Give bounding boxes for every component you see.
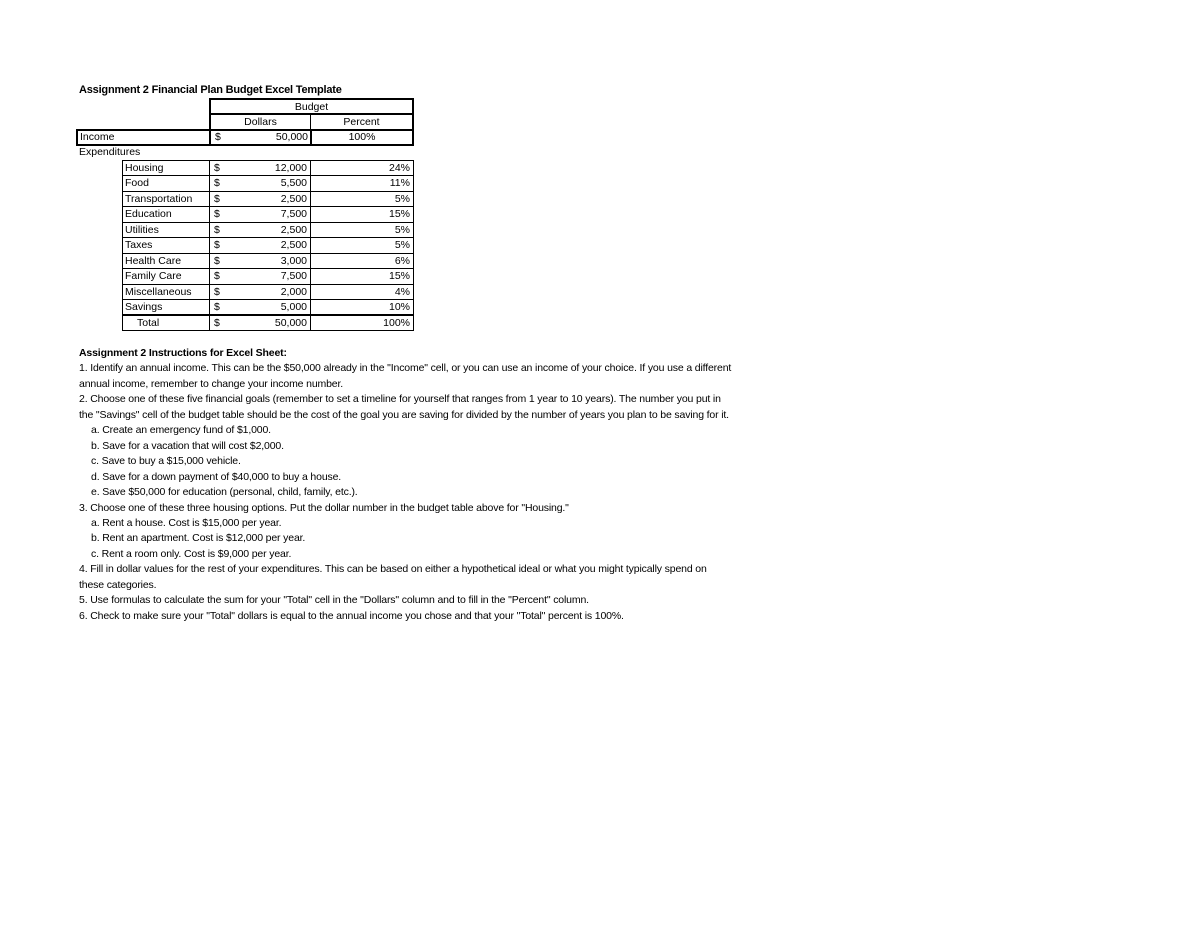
- expense-dollars: 2,500: [249, 237, 311, 253]
- expense-percent: 100%: [310, 315, 414, 331]
- instruction-line: 3. Choose one of these three housing options. Put the dollar number in the budget table above for "Housing.": [79, 501, 569, 514]
- expense-currency: $: [209, 268, 249, 284]
- instruction-line: a. Create an emergency fund of $1,000.: [91, 424, 271, 437]
- expenditures-label: Expenditures: [79, 146, 141, 158]
- expense-currency: $: [209, 253, 249, 269]
- expense-dollars: 7,500: [249, 206, 311, 222]
- expense-label: Food: [122, 175, 210, 191]
- instructions-lines: [79, 361, 779, 624]
- expense-percent: 4%: [310, 284, 414, 300]
- instruction-line: annual income, remember to change your income number.: [79, 377, 344, 390]
- expense-percent: 15%: [310, 268, 414, 284]
- expense-label: Family Care: [122, 268, 210, 284]
- instruction-line: d. Save for a down payment of $40,000 to buy a house.: [91, 470, 342, 483]
- instruction-line: b. Save for a vacation that will cost $2,000.: [91, 439, 284, 452]
- instructions-heading: Assignment 2 Instructions for Excel Sheet:: [79, 347, 287, 359]
- expense-percent: 10%: [310, 299, 414, 315]
- instruction-line: 1. Identify an annual income. This can be the $50,000 already in the "Income" cell, or you can use an income of your choice. If you use a different: [79, 362, 732, 375]
- expense-currency: $: [209, 206, 249, 222]
- instruction-line: c. Rent a room only. Cost is $9,000 per year.: [91, 547, 292, 560]
- expense-dollars: 2,500: [249, 222, 311, 238]
- expense-label: Housing: [122, 160, 210, 176]
- instruction-line: 2. Choose one of these five financial goals (remember to set a timeline for yourself that ranges from 1 year to 10 years). The number you put in: [79, 393, 721, 406]
- expense-label: Transportation: [122, 191, 210, 207]
- income-percent: 100%: [310, 129, 414, 146]
- instruction-line: b. Rent an apartment. Cost is $12,000 per year.: [91, 532, 306, 545]
- expense-currency: $: [209, 284, 249, 300]
- income-currency: $: [209, 129, 249, 146]
- expense-percent: 11%: [310, 175, 414, 191]
- expense-percent: 15%: [310, 206, 414, 222]
- expense-dollars: 7,500: [249, 268, 311, 284]
- expense-dollars: 3,000: [249, 253, 311, 269]
- percent-header: Percent: [310, 114, 414, 130]
- income-label: Income: [76, 129, 210, 146]
- expense-currency: $: [209, 315, 249, 331]
- instruction-line: e. Save $50,000 for education (personal, child, family, etc.).: [91, 486, 358, 499]
- expense-label: Savings: [122, 299, 210, 315]
- expense-label: Total: [122, 315, 210, 331]
- expense-percent: 24%: [310, 160, 414, 176]
- expense-dollars: 5,500: [249, 175, 311, 191]
- instructions: [79, 346, 779, 624]
- expense-currency: $: [209, 191, 249, 207]
- instruction-line: 6. Check to make sure your "Total" dollars is equal to the annual income you chose and that your "Total" percent is 100%.: [79, 609, 624, 622]
- expense-dollars: 2,500: [249, 191, 311, 207]
- instruction-line: 4. Fill in dollar values for the rest of your expenditures. This can be based on either a hypothetical ideal or what you might typically spend on: [79, 563, 707, 576]
- expense-percent: 5%: [310, 191, 414, 207]
- expense-currency: $: [209, 222, 249, 238]
- expense-label: Health Care: [122, 253, 210, 269]
- expense-currency: $: [209, 237, 249, 253]
- expense-percent: 6%: [310, 253, 414, 269]
- expense-dollars: 2,000: [249, 284, 311, 300]
- dollars-header: Dollars: [209, 114, 311, 130]
- expense-label: Utilities: [122, 222, 210, 238]
- expense-dollars: 50,000: [249, 315, 311, 331]
- instruction-line: 5. Use formulas to calculate the sum for your "Total" cell in the "Dollars" column and to fill in the "Percent" column.: [79, 594, 589, 607]
- expense-dollars: 12,000: [249, 160, 311, 176]
- instruction-line: the "Savings" cell of the budget table should be the cost of the goal you are saving for divided by the number of years you plan to be saving for it.: [79, 408, 729, 421]
- expense-label: Miscellaneous: [122, 284, 210, 300]
- expense-percent: 5%: [310, 222, 414, 238]
- expense-label: Education: [122, 206, 210, 222]
- expense-currency: $: [209, 175, 249, 191]
- instruction-line: a. Rent a house. Cost is $15,000 per year.: [91, 516, 282, 529]
- instruction-line: c. Save to buy a $15,000 vehicle.: [91, 455, 241, 468]
- expense-percent: 5%: [310, 237, 414, 253]
- expense-currency: $: [209, 160, 249, 176]
- expense-dollars: 5,000: [249, 299, 311, 315]
- document-title: Assignment 2 Financial Plan Budget Excel Template: [79, 84, 342, 96]
- income-dollars: 50,000: [249, 129, 311, 146]
- expense-currency: $: [209, 299, 249, 315]
- expense-label: Taxes: [122, 237, 210, 253]
- instruction-line: these categories.: [79, 578, 157, 591]
- budget-header: Budget: [209, 98, 414, 115]
